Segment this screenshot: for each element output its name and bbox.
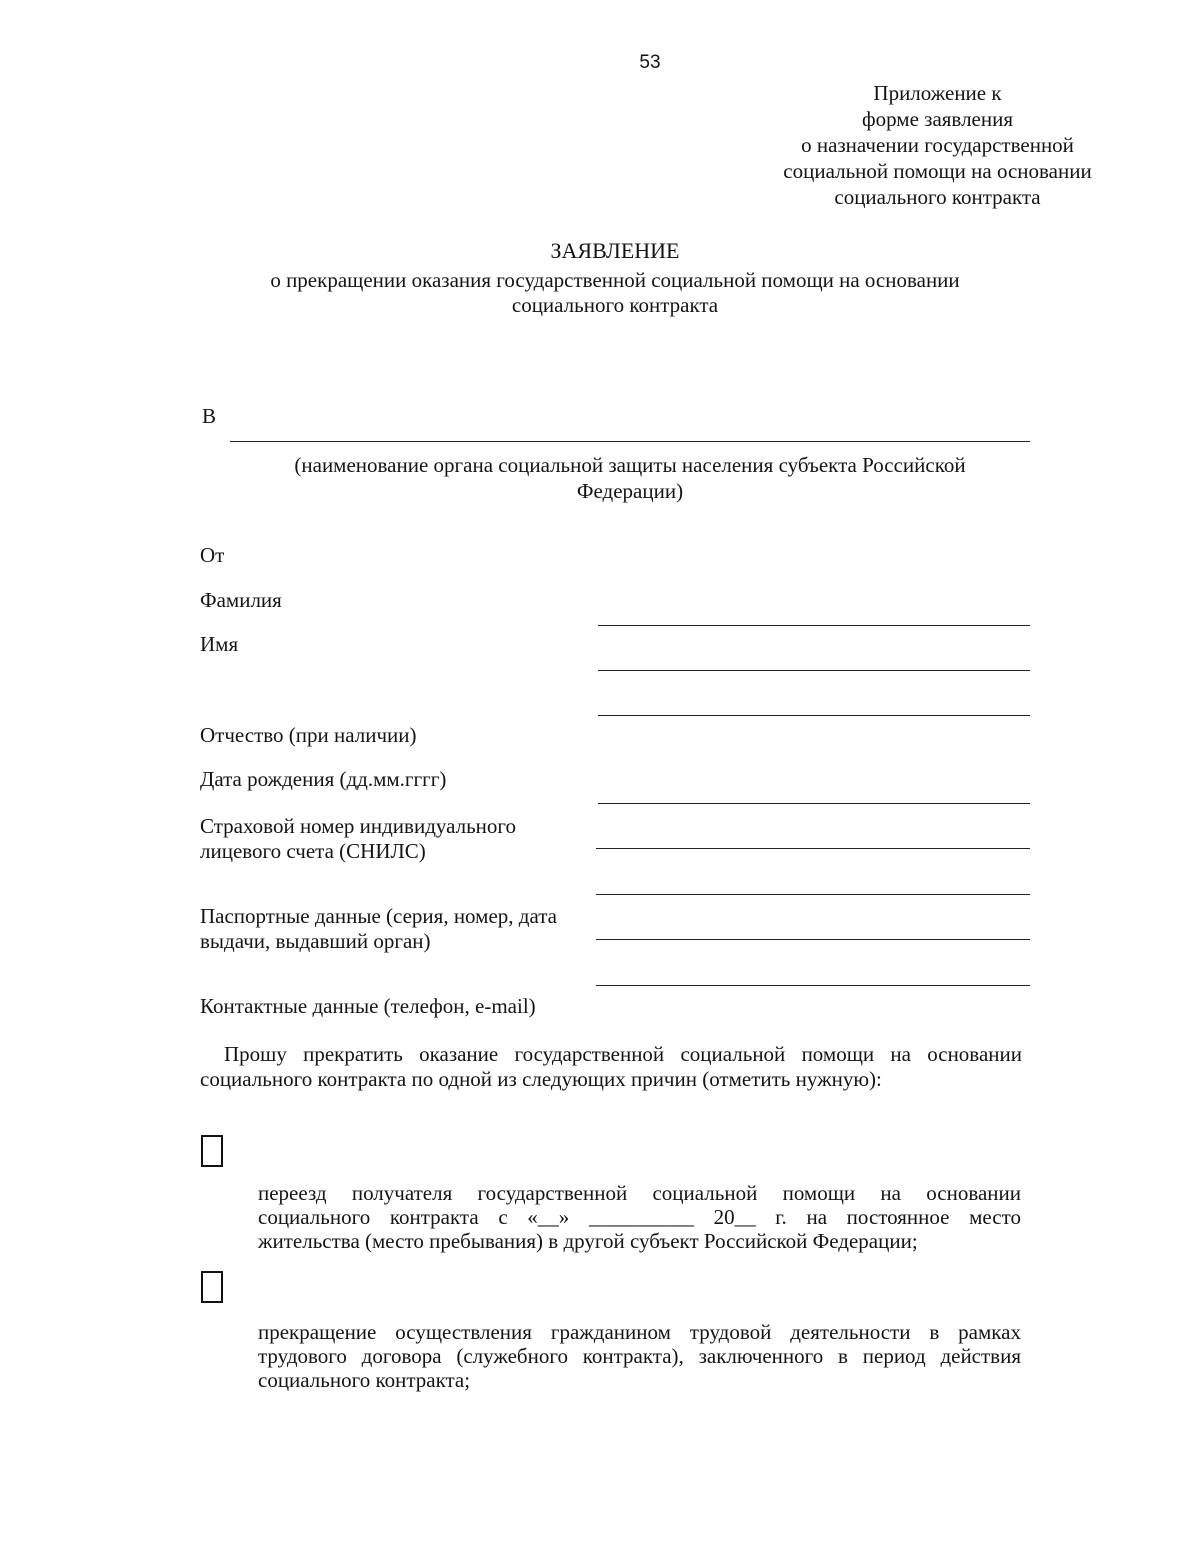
patronymic-label: Отчество (при наличии) [200, 723, 417, 747]
request-line: социального контракта по одной из следующих причин (отметить нужную): [200, 1067, 882, 1091]
recipient-field[interactable] [230, 410, 1030, 442]
option-line: жительства (место пребывания) в другой субъект Российской Федерации; [258, 1229, 918, 1253]
appendix-header [760, 80, 1115, 210]
passport-label-line: Паспортные данные (серия, номер, дата [200, 904, 557, 928]
snils-underline [596, 848, 1030, 849]
snils-field[interactable] [596, 821, 1030, 849]
contacts-underline [596, 985, 1030, 986]
request-paragraph [200, 1042, 1022, 1092]
passport-field-line-1[interactable] [596, 867, 1030, 895]
appendix-line: Приложение к [873, 81, 1002, 105]
birth-date-underline [598, 803, 1030, 804]
option-relocation-text [258, 1181, 1021, 1253]
option-line: прекращение осуществления гражданином трудовой деятельности в рамках [258, 1320, 1021, 1344]
surname-label: Фамилия [200, 588, 282, 612]
option-line: социального контракта с «__» __________ 20__ г. на постоянное место [258, 1205, 1021, 1229]
first-name-field[interactable] [598, 643, 1030, 671]
recipient-underline [230, 441, 1030, 442]
option-employment-termination-text [258, 1320, 1021, 1392]
contacts-field[interactable] [596, 958, 1030, 986]
option-line: переезд получателя государственной социальной помощи на основании [258, 1181, 1021, 1205]
passport-label [200, 904, 557, 954]
document-subtitle [200, 268, 1030, 318]
option-checkbox-relocation[interactable] [201, 1135, 223, 1167]
option-line: социального контракта; [258, 1368, 471, 1392]
subtitle-line: социального контракта [511, 293, 719, 317]
first-name-label: Имя [200, 632, 239, 656]
appendix-line: форме заявления [862, 107, 1013, 131]
caption-line: Федерации) [576, 479, 684, 503]
snils-label-line: лицевого счета (СНИЛС) [200, 839, 426, 863]
snils-label [200, 814, 516, 864]
from-label: От [200, 543, 225, 567]
caption-line: (наименование органа социальной защиты населения субъекта Российской [294, 453, 966, 477]
document-title: ЗАЯВЛЕНИЕ [550, 238, 680, 263]
passport-field-line-2[interactable] [596, 912, 1030, 940]
appendix-line: социальной помощи на основании [783, 159, 1092, 183]
surname-underline [598, 625, 1030, 626]
request-line: Прошу прекратить оказание государственной социальной помощи на основании [224, 1042, 1022, 1066]
snils-label-line: Страховой номер индивидуального [200, 814, 516, 838]
recipient-caption [230, 452, 1030, 504]
passport-underline [596, 894, 1030, 895]
appendix-line: социального контракта [834, 185, 1041, 209]
option-line: трудового договора (служебного контракта), заключенного в период действия [258, 1344, 1021, 1368]
page-number: 53 [639, 52, 661, 73]
recipient-prefix: В [202, 404, 217, 428]
birth-date-label: Дата рождения (дд.мм.гггг) [200, 767, 447, 791]
subtitle-line: о прекращении оказания государственной социальной помощи на основании [270, 268, 960, 292]
passport-underline [596, 939, 1030, 940]
passport-label-line: выдачи, выдавший орган) [200, 929, 431, 953]
surname-field[interactable] [598, 598, 1030, 626]
patronymic-field[interactable] [598, 688, 1030, 716]
patronymic-underline [598, 715, 1030, 716]
birth-date-field[interactable] [598, 776, 1030, 804]
contacts-label: Контактные данные (телефон, e-mail) [200, 994, 536, 1018]
option-checkbox-employment-termination[interactable] [201, 1271, 223, 1303]
appendix-line: о назначении государственной [801, 133, 1074, 157]
first-name-underline [598, 670, 1030, 671]
